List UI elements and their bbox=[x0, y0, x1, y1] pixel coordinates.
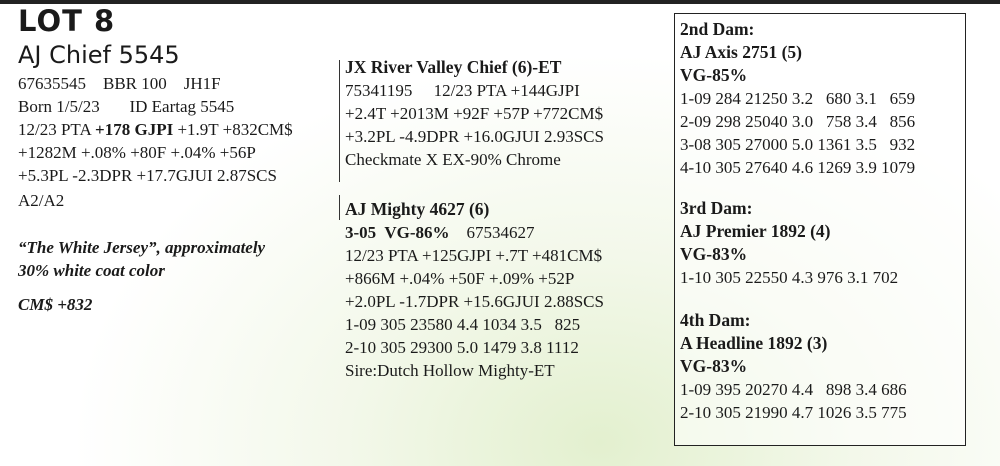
note-line-2: 30% white coat color bbox=[18, 261, 165, 280]
sire-name: JX River Valley Chief (6)-ET bbox=[345, 57, 562, 77]
pta-line bbox=[18, 118, 336, 141]
registration-line: 67635545 BBR 100 JH1F bbox=[18, 74, 221, 93]
sire-line: +2.4T +2013M +92F +57P +772CM$ bbox=[345, 104, 604, 123]
record-row: 4-10 305 27640 4.6 1269 3.9 1079 bbox=[680, 158, 916, 177]
record-row: 3-08 305 27000 5.0 1361 3.5 932 bbox=[680, 135, 916, 154]
cms-value: CM$ +832 bbox=[18, 295, 93, 314]
a2-status: A2/A2 bbox=[18, 191, 65, 210]
record-row: 2-09 298 25040 3.0 758 3.4 856 bbox=[680, 112, 916, 131]
pta-line-2: +1282M +.08% +80F +.04% +56P bbox=[18, 143, 256, 162]
pedigree-box bbox=[674, 13, 966, 446]
second-dam-name: AJ Axis 2751 (5) bbox=[680, 42, 803, 62]
third-dam-name: AJ Premier 1892 (4) bbox=[680, 221, 831, 241]
third-dam-score: VG-83% bbox=[680, 244, 748, 264]
second-dam-score: VG-85% bbox=[680, 65, 748, 85]
dam-score-line bbox=[345, 221, 665, 244]
third-dam-records bbox=[680, 266, 965, 289]
dam-record: 2-10 305 29300 5.0 1479 3.8 1112 bbox=[345, 338, 579, 357]
fourth-dam-records bbox=[680, 378, 965, 424]
third-dam-label: 3rd Dam: bbox=[680, 198, 753, 218]
dam-score: 3-05 VG-86% bbox=[345, 223, 450, 242]
sire-line: +3.2PL -4.9DPR +16.0GJUI 2.93SCS bbox=[345, 127, 604, 146]
sire-line: Checkmate X EX-90% Chrome bbox=[345, 150, 561, 169]
sire-section bbox=[345, 56, 665, 171]
pta-prefix: 12/23 PTA bbox=[18, 120, 96, 139]
animal-name: AJ Chief 5545 bbox=[18, 41, 180, 69]
pta-line-3: +5.3PL -2.3DPR +17.7GJUI 2.87SCS bbox=[18, 166, 277, 185]
dam-record: 1-09 305 23580 4.4 1034 3.5 825 bbox=[345, 315, 581, 334]
note-line-1: “The White Jersey”, approximately bbox=[18, 238, 266, 257]
dam-section bbox=[345, 198, 665, 382]
record-row: 1-09 395 20270 4.4 898 3.4 686 bbox=[680, 380, 907, 399]
dam-name: AJ Mighty 4627 (6) bbox=[345, 199, 490, 219]
top-border bbox=[0, 0, 1000, 4]
dam-line: +866M +.04% +50F +.09% +52P bbox=[345, 269, 575, 288]
lot-number: LOT 8 bbox=[18, 4, 116, 38]
sire-line: 75341195 12/23 PTA +144GJPI bbox=[345, 81, 580, 100]
record-row: 2-10 305 21990 4.7 1026 3.5 775 bbox=[680, 403, 907, 422]
animal-details bbox=[18, 72, 336, 316]
third-dam-section bbox=[680, 197, 965, 289]
record-row: 1-10 305 22550 4.3 976 3.1 702 bbox=[680, 268, 899, 287]
second-dam-records bbox=[680, 87, 965, 179]
pta-gjpi: +178 GJPI bbox=[95, 120, 174, 139]
pta-suffix: +1.9T +832CM$ bbox=[173, 120, 293, 139]
second-dam-label: 2nd Dam: bbox=[680, 19, 755, 39]
fourth-dam-section bbox=[680, 309, 965, 424]
record-row: 1-09 284 21250 3.2 680 3.1 659 bbox=[680, 89, 916, 108]
dam-reg: 67534627 bbox=[466, 223, 535, 242]
fourth-dam-score: VG-83% bbox=[680, 356, 748, 376]
dam-divider bbox=[339, 195, 340, 220]
fourth-dam-label: 4th Dam: bbox=[680, 310, 751, 330]
second-dam-section bbox=[680, 18, 965, 179]
dam-line: +2.0PL -1.7DPR +15.6GJUI 2.88SCS bbox=[345, 292, 604, 311]
born-line: Born 1/5/23 ID Eartag 5545 bbox=[18, 97, 235, 116]
sire-divider bbox=[339, 60, 340, 182]
fourth-dam-name: A Headline 1892 (3) bbox=[680, 333, 828, 353]
dam-line: 12/23 PTA +125GJPI +.7T +481CM$ bbox=[345, 246, 603, 265]
dam-sire: Sire:Dutch Hollow Mighty-ET bbox=[345, 361, 555, 380]
